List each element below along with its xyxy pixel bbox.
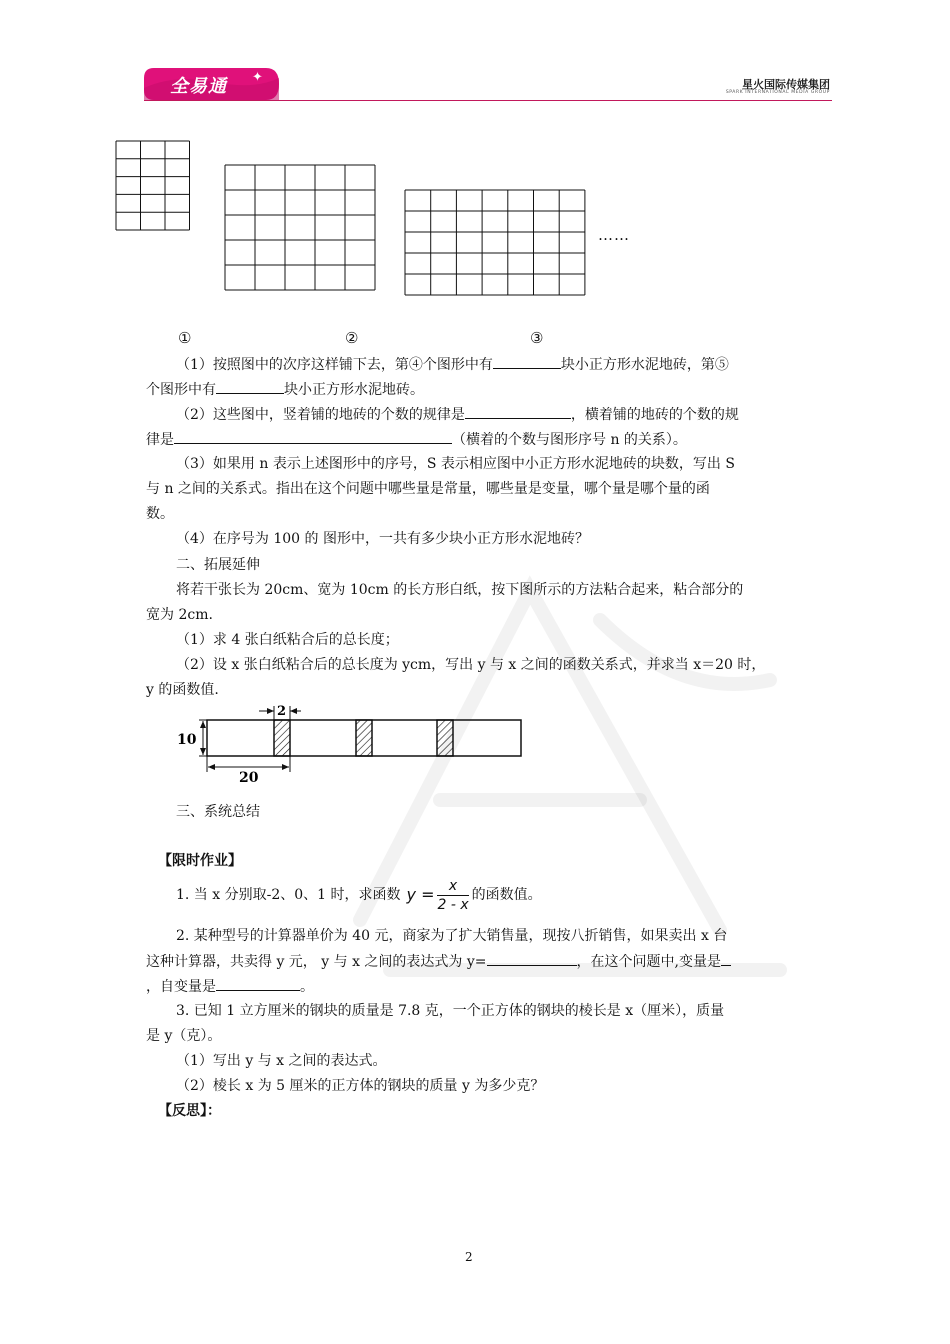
section-3-heading: 三、系统总结 — [176, 804, 260, 820]
answer-blank — [487, 951, 577, 966]
homework-question-3-sub-2: （2）棱长 x 为 5 厘米的正方体的钢块的质量 y 为多少克？ — [176, 1078, 545, 1094]
homework-question-2-line-2 — [146, 951, 731, 972]
extension-text-1: 将若干张长为 20cm、宽为 10cm 的长方形白纸，按下图所示的方法粘合起来，粘合部分的 — [176, 582, 744, 598]
extension-question-1: （1）求 4 张白纸粘合后的总长度； — [176, 632, 399, 648]
brand-logo — [144, 68, 279, 100]
q2-text-c: 律是 — [146, 432, 174, 448]
arrow-left-icon — [290, 708, 297, 714]
arrow-down-icon — [200, 748, 206, 755]
function-y-equals: y = — [406, 885, 435, 904]
homework-question-3-sub-1: （1）写出 y 与 x 之间的表达式。 — [176, 1053, 387, 1069]
answer-blank — [216, 976, 300, 991]
question-2-line-2 — [146, 429, 687, 450]
header-divider — [144, 100, 832, 101]
h2-text-b: 这种计算器，共卖得 y 元， y 与 x 之间的表达式为 y= — [146, 954, 487, 970]
page-number: 2 — [465, 1250, 473, 1264]
overlap-region-1 — [274, 720, 290, 756]
q1-text-c: 个图形中有 — [146, 382, 216, 398]
fraction-denominator: 2 - x — [437, 896, 469, 913]
question-3-line-1: （3）如果用 n 表示上述图形中的序号，S 表示相应图中小正方形水泥地砖的块数，写出 S — [176, 456, 735, 472]
fraction-numerator: x — [437, 877, 468, 896]
answer-blank — [465, 404, 571, 419]
logo-text: 全易通 — [170, 76, 227, 97]
arrow-right-icon — [282, 764, 289, 770]
homework-question-3-line-1: 3. 已知 1 立方厘米的钢块的质量是 7.8 克，一个正方体的钢块的棱长是 x（厘米），质量 — [176, 1003, 725, 1019]
company-subtitle: SPARK INTERNATIONAL MEDIA GROUP — [725, 90, 830, 95]
q1-text-a: （1）按照图中的次序这样铺下去，第④个图形中有 — [176, 357, 493, 373]
length-label: 20 — [239, 770, 259, 786]
sparkle-icon: ✦ — [252, 70, 263, 85]
tile-grid-1 — [116, 141, 190, 230]
arrow-up-icon — [200, 721, 206, 728]
arrow-right-icon — [267, 708, 274, 714]
width-label: 10 — [177, 732, 197, 748]
h1-text-b: 的函数值。 — [471, 887, 542, 903]
arrow-left-icon — [208, 764, 215, 770]
tiling-grids-figure — [110, 135, 610, 305]
extension-text-2: 宽为 2cm. — [146, 607, 213, 623]
homework-question-1 — [176, 872, 542, 918]
paper-strips-figure — [175, 700, 535, 790]
question-2-line-1 — [176, 404, 739, 425]
question-4: （4）在序号为 100 的 图形中，一共有多少块小正方形水泥地砖？ — [176, 531, 589, 547]
q2-text-a: （2）这些图中，竖着铺的地砖的个数的规律是 — [176, 407, 465, 423]
overlap-region-2 — [356, 720, 372, 756]
homework-question-3-line-2: 是 y（克）。 — [146, 1028, 222, 1044]
q1-text-b: 块小正方形水泥地砖，第⑤ — [560, 357, 729, 373]
h2-text-c: ，在这个问题中,变量是 — [576, 954, 721, 970]
homework-question-2-line-1: 2. 某种型号的计算器单价为 40 元，商家为了扩大销售量，现按八折销售，如果卖出 x 台 — [176, 928, 728, 944]
q2-text-d: （横着的个数与图形序号 n 的关系）。 — [452, 432, 687, 448]
overlap-region-3 — [437, 720, 453, 756]
question-3-line-2: 与 n 之间的关系式。指出在这个问题中哪些量是常量，哪些量是变量，哪个量是哪个量的函 — [146, 481, 710, 497]
extension-question-2-line-1: （2）设 x 张白纸粘合后的总长度为 ycm，写出 y 与 x 之间的函数关系式，并求当 x＝20 时， — [176, 657, 766, 673]
answer-blank — [174, 429, 452, 444]
extension-question-2-line-2: y 的函数值. — [146, 682, 219, 698]
h1-text-a: 1. 当 x 分别取-2、0、1 时，求函数 — [176, 887, 401, 903]
homework-title: 【限时作业】 — [158, 853, 242, 869]
h2-text-d: ，自变量是 — [146, 979, 216, 995]
h2-text-e: 。 — [300, 979, 314, 995]
grid-label-2: ② — [345, 329, 359, 347]
answer-blank — [493, 354, 561, 369]
question-1-line-2 — [146, 379, 424, 400]
question-3-line-3: 数。 — [146, 506, 174, 522]
grid-label-1: ① — [178, 329, 192, 347]
grid-ellipsis: …… — [598, 226, 630, 244]
answer-blank — [721, 951, 731, 966]
q2-text-b: ，横着铺的地砖的个数的规 — [570, 407, 739, 423]
overlap-label: 2 — [277, 704, 287, 719]
tile-grid-3 — [405, 190, 585, 295]
question-1-line-1 — [176, 354, 729, 375]
reflection-heading: 【反思】： — [158, 1103, 221, 1119]
grid-label-3: ③ — [530, 329, 544, 347]
tile-grid-2 — [225, 165, 375, 290]
answer-blank — [216, 379, 284, 394]
q1-text-d: 块小正方形水泥地砖。 — [284, 382, 424, 398]
company-name: 星火国际传媒集团 — [742, 78, 830, 91]
fraction — [437, 877, 468, 914]
homework-question-2-line-3 — [146, 976, 314, 997]
section-2-heading: 二、拓展延伸 — [176, 557, 260, 573]
